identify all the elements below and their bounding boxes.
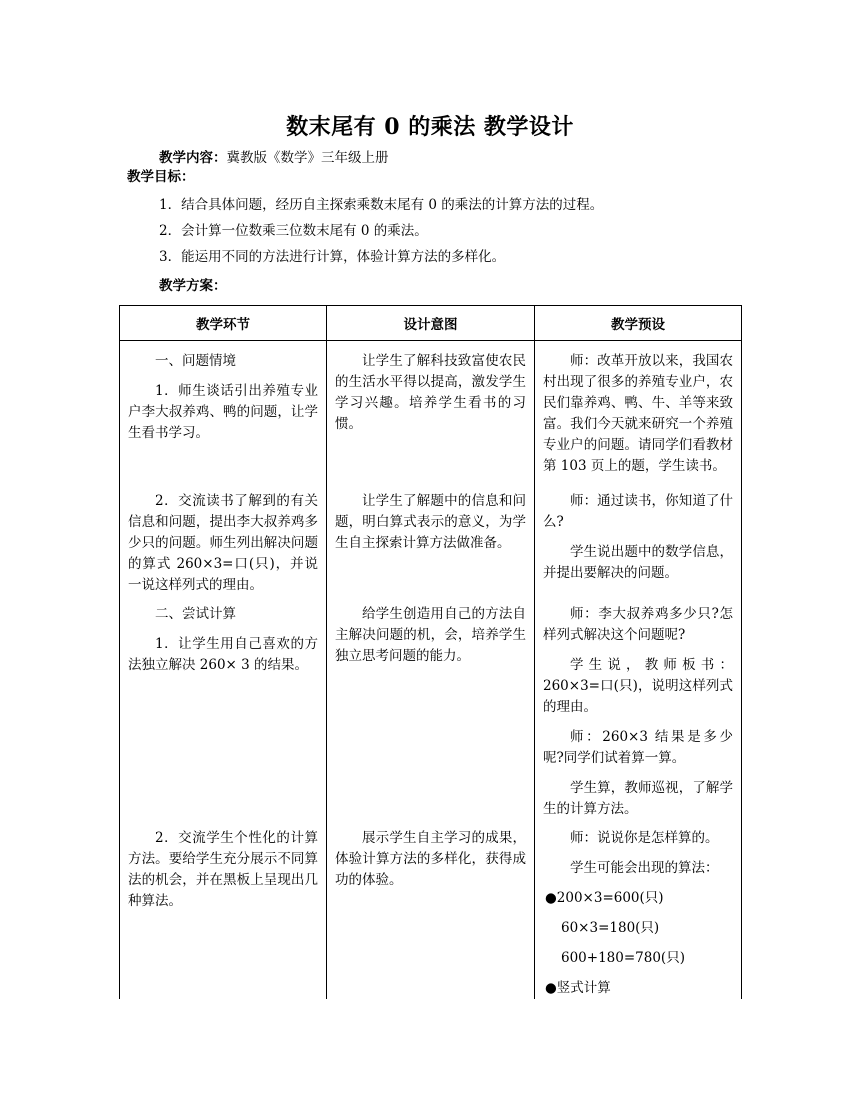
stage-text: 1．让学生用自己喜欢的方法独立解决 260× 3 的结果。 [128,636,318,673]
stage-cell [120,596,327,820]
stage-text: 1．师生谈话引出养殖专业户李大叔养鸡、鸭的问题，让学生看书学习。 [128,383,318,441]
stage-text: 2．交流学生个性化的计算方法。要给学生充分展示不同算法的机会，并在黑板上呈现出几种算法。 [128,830,318,909]
goal-item: 1．结合具体问题，经历自主探索乘数末尾有 0 的乘法的计算方法的过程。 [159,197,604,213]
preset-text: 师：260×3 结果是多少呢?同学们试着算一算。 [543,729,733,766]
preset-text: 师：说说你是怎样算的。 [570,830,719,846]
header-intent: 设计意图 [327,306,535,341]
content-line [159,149,389,167]
goal-item: 3．能运用不同的方法进行计算，体验计算方法的多样化。 [159,249,506,265]
table-header-row [120,306,742,341]
algorithm-line: 60×3=180(只) [561,920,660,936]
preset-cell [535,596,742,820]
intent-text: 给学生创造用自己的方法自主解决问题的机，会，培养学生独立思考问题的能力。 [335,606,526,664]
preset-cell [535,483,742,596]
table-row [120,483,742,596]
preset-text: 师：李大叔养鸡多少只?怎样列式解决这个问题呢? [543,606,733,643]
lesson-plan-table [119,305,742,999]
preset-text: 学生说，教师板书：260×3=口(只)，说明这样列式的理由。 [543,657,733,715]
preset-text: 学生可能会出现的算法： [570,860,719,876]
table-row [120,341,742,484]
intent-cell [327,820,535,999]
stage-cell [120,341,327,484]
content-label: 教学内容： [159,150,227,166]
algorithm-line: ●200×3=600(只) [545,890,664,906]
preset-cell [535,341,742,484]
intent-cell [327,596,535,820]
table-row [120,820,742,999]
doc-title: 数末尾有 0 的乘法 教学设计 [286,114,574,140]
goals-label: 教学目标： [127,169,195,185]
algorithm-line: ●竖式计算 [545,980,611,996]
algorithm-line: 600+180=780(只) [561,950,685,966]
plan-label: 教学方案： [159,278,227,294]
content-value: 冀教版《数学》三年级上册 [226,150,389,166]
stage-heading: 一、问题情境 [155,353,236,369]
stage-cell [120,820,327,999]
intent-cell [327,483,535,596]
preset-cell [535,820,742,999]
goal-item: 2．会计算一位数乘三位数末尾有 0 的乘法。 [159,223,428,239]
stage-heading: 二、尝试计算 [155,606,236,622]
stage-cell [120,483,327,596]
preset-text: 学生说出题中的数学信息，并提出要解决的问题。 [543,544,733,581]
header-stage: 教学环节 [120,306,327,341]
intent-text: 让学生了解科技致富使农民的生活水平得以提高，激发学生学习兴趣。培养学生看书的习惯。 [335,353,526,432]
intent-text: 展示学生自主学习的成果，体验计算方法的多样化，获得成功的体验。 [335,830,526,888]
preset-text: 学生算，教师巡视，了解学生的计算方法。 [543,780,733,817]
stage-text: 2．交流读书了解到的有关信息和问题，提出李大叔养鸡多少只的问题。师生列出解决问题的算式 260×3=口(只)，并说一说这样列式的理由。 [128,493,318,593]
intent-text: 让学生了解题中的信息和问题，明白算式表示的意义，为学生自主探索计算方法做准备。 [335,493,526,551]
header-preset: 教学预设 [535,306,742,341]
preset-text: 师：通过读书，你知道了什么? [543,493,733,530]
table-row [120,596,742,820]
preset-text: 师：改革开放以来，我国农村出现了很多的养殖专业户，农民们靠养鸡、鸭、牛、羊等来致富。我们今天就来研究一个养殖专业户的问题。请同学们看教材第 103 页上的题，学生读书。 [543,353,733,474]
intent-cell [327,341,535,484]
